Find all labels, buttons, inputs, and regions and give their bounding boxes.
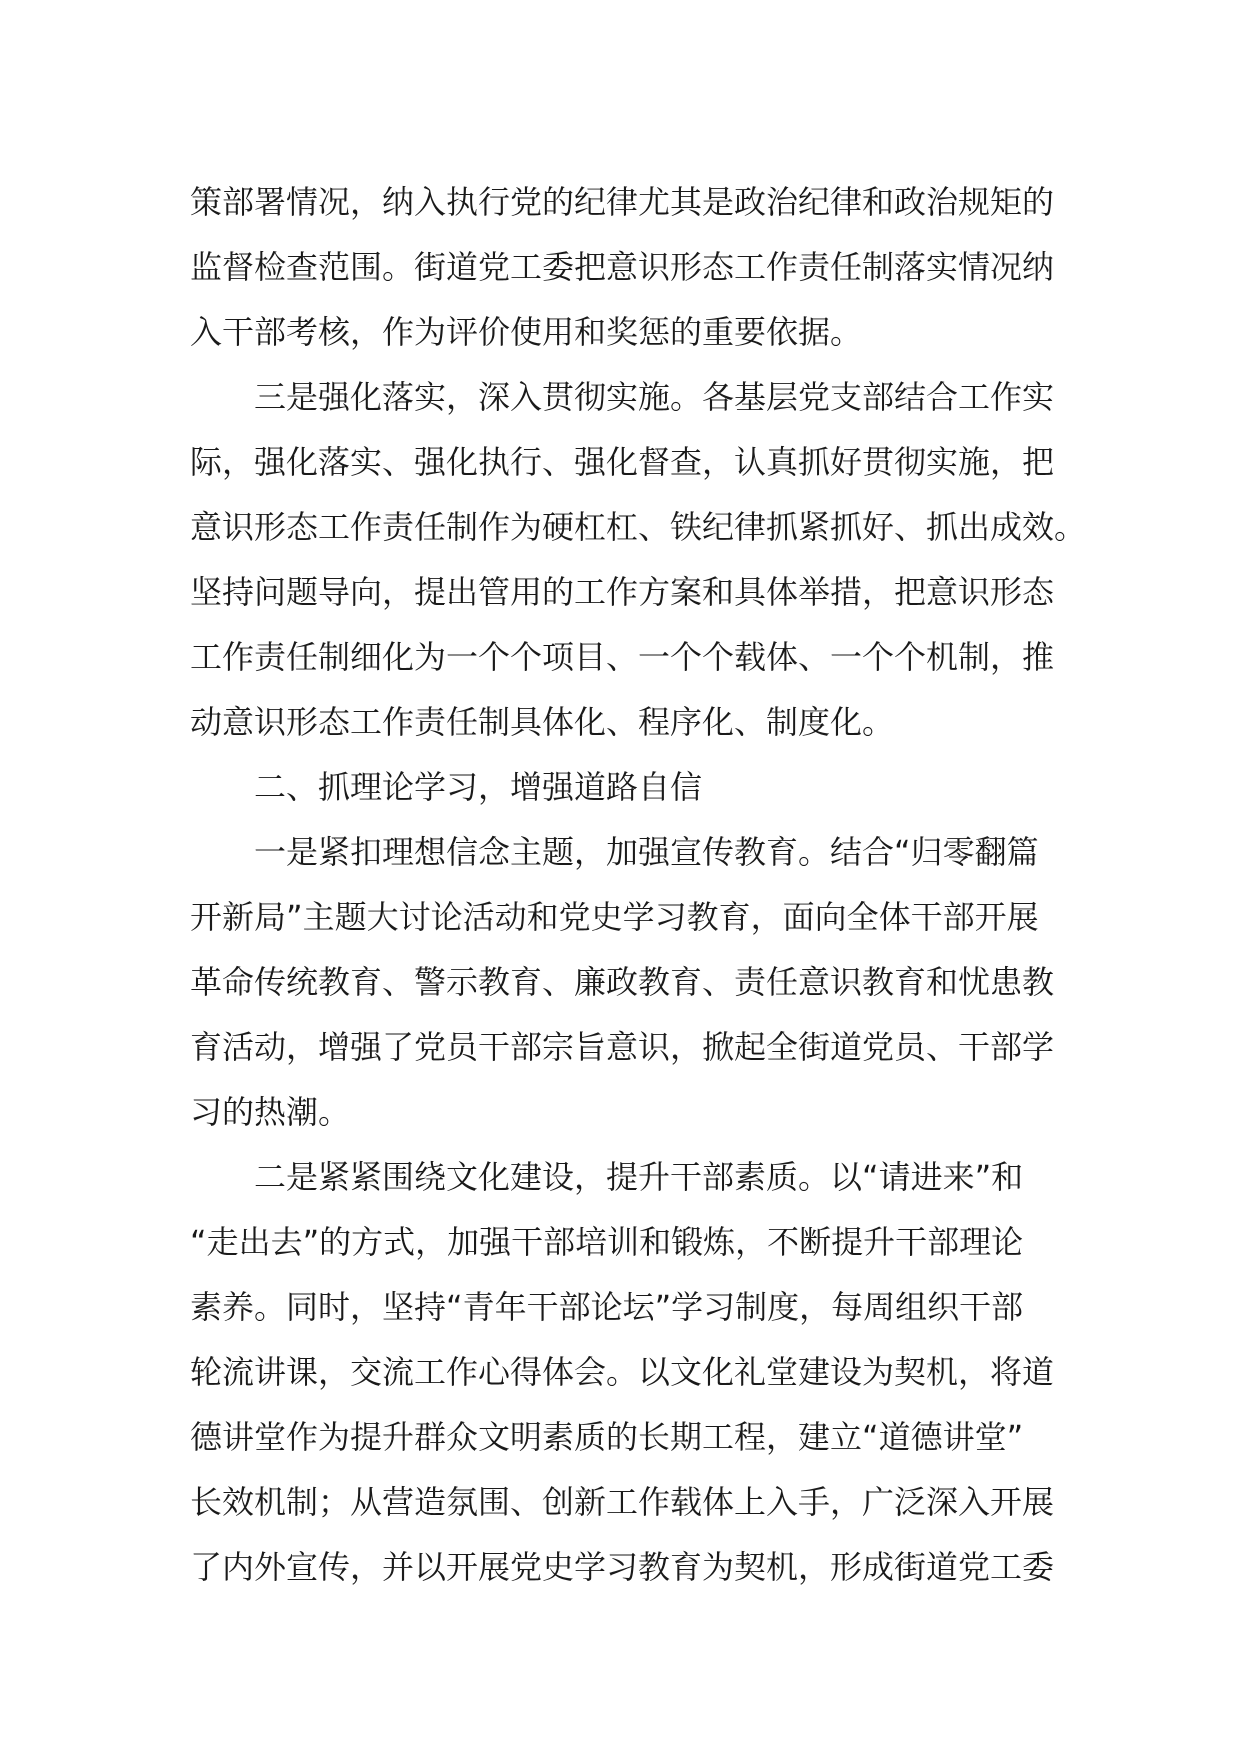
- text-line: 三是强化落实，深入贯彻实施。各基层党支部结合工作实: [190, 378, 1055, 416]
- text-line: 意识形态工作责任制作为硬杠杠、铁纪律抓紧抓好、抓出成效。: [190, 508, 1087, 546]
- text-line: 坚持问题导向，提出管用的工作方案和具体举措，把意识形态: [190, 573, 1055, 611]
- section-heading: 二、抓理论学习，增强道路自信: [190, 768, 703, 806]
- text-line: 育活动，增强了党员干部宗旨意识，掀起全街道党员、干部学: [190, 1028, 1055, 1066]
- text-line: 轮流讲课，交流工作心得体会。以文化礼堂建设为契机，将道: [190, 1353, 1055, 1391]
- text-line: “走出去”的方式，加强干部培训和锻炼，不断提升干部理论: [190, 1223, 1024, 1261]
- text-line: 二是紧紧围绕文化建设，提升干部素质。以“请进来”和: [190, 1158, 1024, 1196]
- text-line: 际，强化落实、强化执行、强化督查，认真抓好贯彻实施，把: [190, 443, 1055, 481]
- text-line: 素养。同时，坚持“青年干部论坛”学习制度，每周组织干部: [190, 1288, 1024, 1326]
- text-line: 监督检查范围。街道党工委把意识形态工作责任制落实情况纳: [190, 248, 1055, 286]
- text-line: 策部署情况，纳入执行党的纪律尤其是政治纪律和政治规矩的: [190, 183, 1055, 221]
- text-line: 长效机制；从营造氛围、创新工作载体上入手，广泛深入开展: [190, 1483, 1055, 1521]
- text-line: 开新局”主题大讨论活动和党史学习教育，面向全体干部开展: [190, 898, 1039, 936]
- text-line: 入干部考核，作为评价使用和奖惩的重要依据。: [190, 313, 863, 351]
- text-line: 工作责任制细化为一个个项目、一个个载体、一个个机制，推: [190, 638, 1055, 676]
- body-text: [190, 170, 1087, 1600]
- text-line: 习的热潮。: [190, 1093, 351, 1131]
- text-line: 革命传统教育、警示教育、廉政教育、责任意识教育和忧患教: [190, 963, 1055, 1001]
- text-line: 了内外宣传，并以开展党史学习教育为契机，形成街道党工委: [190, 1548, 1055, 1586]
- text-line: 动意识形态工作责任制具体化、程序化、制度化。: [190, 703, 895, 741]
- text-line: 德讲堂作为提升群众文明素质的长期工程，建立“道德讲堂”: [190, 1418, 1024, 1456]
- text-line: 一是紧扣理想信念主题，加强宣传教育。结合“归零翻篇: [190, 833, 1039, 871]
